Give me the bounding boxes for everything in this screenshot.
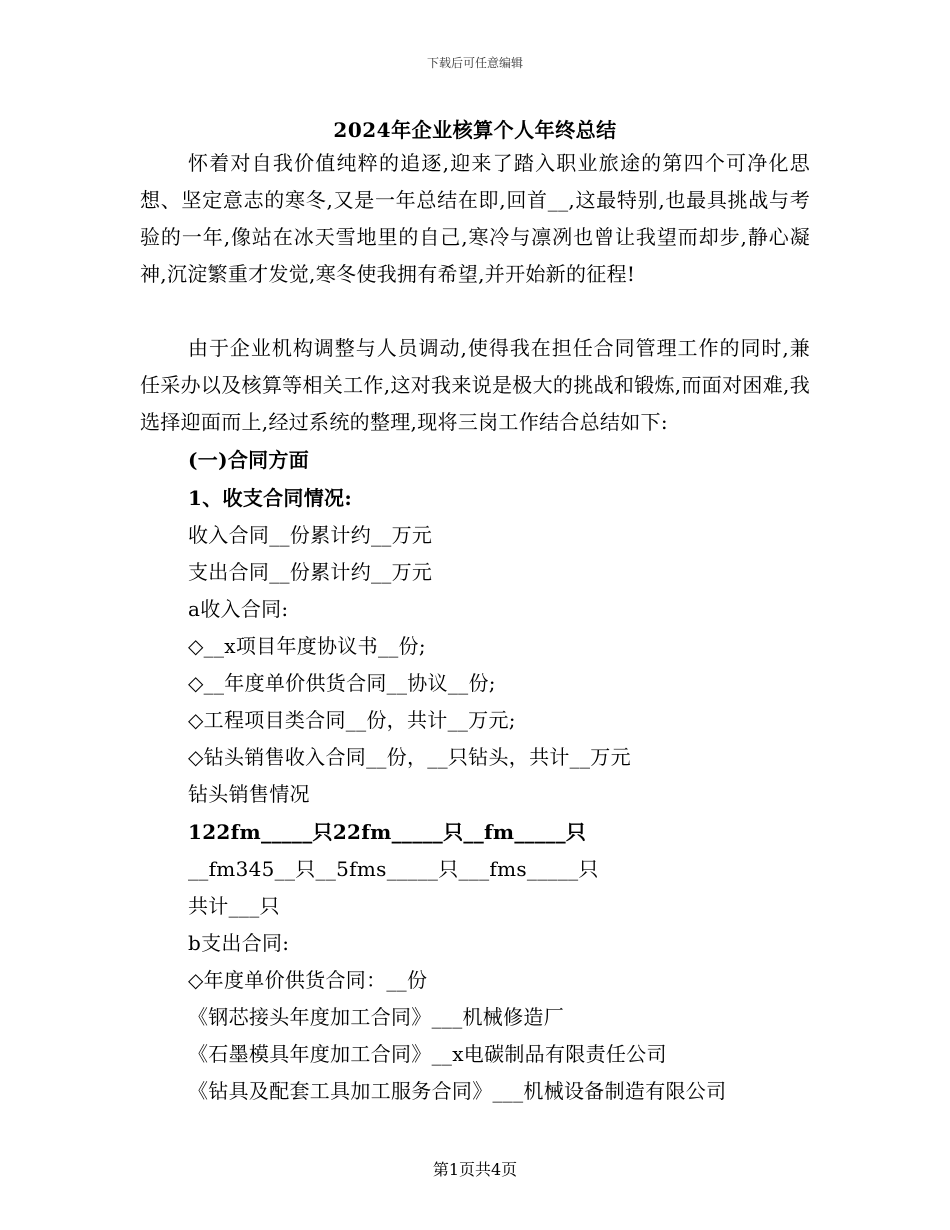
body-line: ◇__x项目年度协议书__份; [188, 634, 426, 658]
subsection-heading-contract-summary: 1、收支合同情况: [188, 486, 352, 510]
document-title: 2024年企业核算个人年终总结 [333, 118, 617, 142]
body-line: 钻头销售情况 [188, 782, 310, 806]
body-line: 122fm_____只22fm_____只__fm_____只 [188, 820, 587, 844]
page-header-note: 下载后可任意编辑 [426, 56, 523, 70]
body-line: 《钻具及配套工具加工服务合同》___机械设备制造有限公司 [188, 1079, 727, 1103]
paragraph-intro: 怀着对自我价值纯粹的追逐,迎来了踏入职业旅途的第四个可净化思想、坚定意志的寒冬,又是一年总结在即,回首__,这最特别,也最具挑战与考验的一年,像站在冰天雪地里的自己,寒冷与凛冽也曾让我望而却步,静心凝神,沉淀繁重才发觉,寒冬使我拥有希望,并开始新的征程! [140, 151, 810, 286]
body-line: 《石墨模具年度加工合同》__x电碳制品有限责任公司 [188, 1042, 667, 1066]
page-footer-number: 第1页共4页 [432, 1160, 518, 1179]
body-line: 《钢芯接头年度加工合同》___机械修造厂 [188, 1005, 564, 1029]
body-line: ◇钻头销售收入合同__份，__只钻头，共计__万元 [188, 745, 631, 769]
body-line: 收入合同__份累计约__万元 [188, 523, 433, 547]
body-line: ◇年度单价供货合同：__份 [188, 968, 428, 992]
body-line: __fm345__只__5fms_____只___fms_____只 [188, 857, 599, 881]
section-heading-contracts: (一)合同方面 [188, 448, 310, 472]
body-line: a收入合同: [188, 597, 289, 621]
body-line: 支出合同__份累计约__万元 [188, 560, 433, 584]
body-line: b支出合同: [188, 931, 290, 955]
paragraph-context: 由于企业机构调整与人员调动,使得我在担任合同管理工作的同时,兼任采办以及核算等相关工作,这对我来说是极大的挑战和锻炼,而面对困难,我选择迎面而上,经过系统的整理,现将三岗工作结合总结如下: [140, 336, 810, 434]
body-line: 共计___只 [188, 894, 280, 918]
body-line: ◇工程项目类合同__份，共计__万元; [188, 708, 516, 732]
body-line: ◇__年度单价供货合同__协议__份; [188, 671, 496, 695]
